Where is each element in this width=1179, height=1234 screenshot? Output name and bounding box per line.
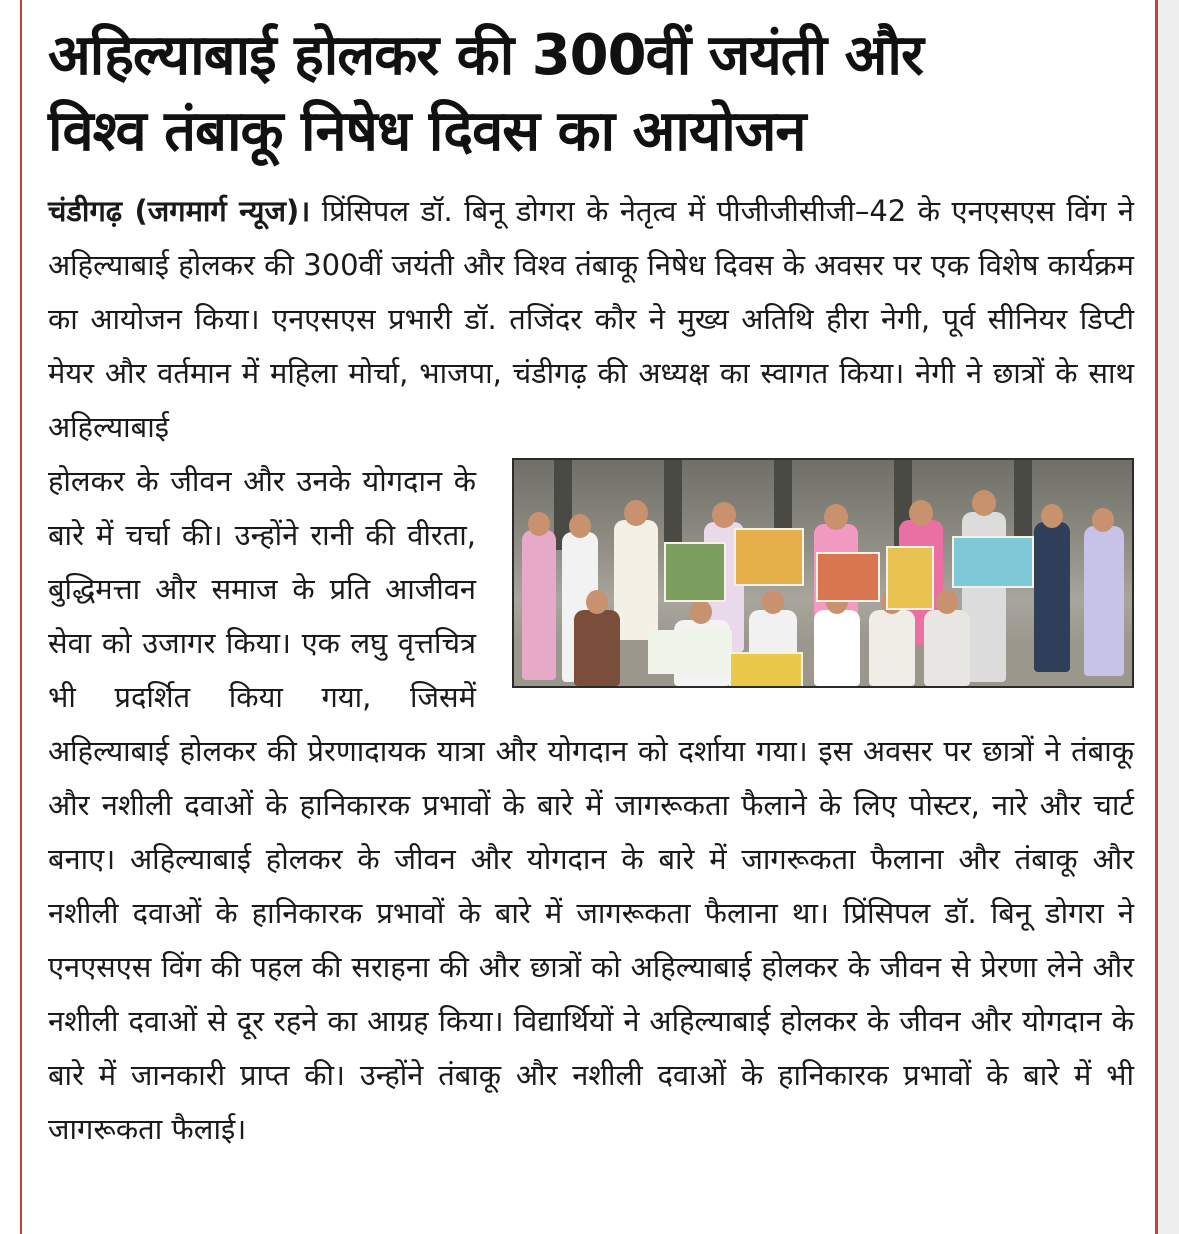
headline-line-2: विश्व तंबाकू निषेध दिवस का आयोजन [48, 99, 806, 164]
headline-line-1: अहिल्याबाई होलकर की 300वीं जयंती और [48, 23, 923, 88]
lead-paragraph [48, 184, 1134, 454]
body-paragraph [48, 454, 1134, 1156]
event-photo [512, 458, 1134, 688]
body-text: होलकर के जीवन और उनके योगदान के बारे में चर्चा की। उन्होंने रानी की वीरता, बुद्धिमत्ता और समाज के प्रति आजीवन सेवा को उजागर किया। एक लघु वृत्तचित्र भी प्रदर्शित किया गया, जिसमें अहिल्याबाई होलकर की प्रेरणादायक यात्रा और योगदान को दर्शाया गया। इस अवसर पर छात्रों ने तंबाकू और नशीली दवाओं के हानिकारक प्रभावों के बारे में जागरूकता फैलाने के लिए पोस्टर, नारे और चार्ट बनाए। अहिल्याबाई होलकर के जीवन और योगदान के बारे में जागरूकता फैलाना और तंबाकू और नशीली दवाओं के हानिकारक प्रभावों के बारे में जागरूकता फैलाना था। प्रिंसिपल डॉ. बिनू डोगरा ने एनएसएस विंग की पहल की सराहना की और छात्रों को अहिल्याबाई होलकर के जीवन से प्रेरणा लेने और नशीली दवाओं से दूर रहने का आग्रह किया। विद्यार्थियों ने अहिल्याबाई होलकर के जीवन और योगदान के बारे में जानकारी प्राप्त की। उन्होंने तंबाकू और नशीली दवाओं के हानिकारक प्रभावों के बारे में भी जागरूकता फैलाई। [48, 464, 1134, 1146]
lead-text: प्रिंसिपल डॉ. बिनू डोगरा के नेतृत्व में पीजीजीसीजी–42 के एनएसएस विंग ने अहिल्याबाई होलकर की 300वीं जयंती और विश्व तंबाकू निषेध दिवस के अवसर पर एक विशेष कार्यक्रम का आयोजन किया। एनएसएस प्रभारी डॉ. तजिंदर कौर ने मुख्य अतिथि हीरा नेगी, पूर्व सीनियर डिप्टी मेयर और वर्तमान में महिला मोर्चा, भाजपा, चंडीगढ़ की अध्यक्ष का स्वागत किया। नेगी ने छात्रों के साथ अहिल्याबाई [48, 194, 1134, 444]
dateline: चंडीगढ़ (जगमार्ग न्यूज)। [48, 194, 311, 228]
page-border-left [20, 0, 22, 1234]
headline [48, 18, 1134, 170]
page-gutter [1158, 0, 1179, 1234]
news-article [48, 18, 1134, 1156]
